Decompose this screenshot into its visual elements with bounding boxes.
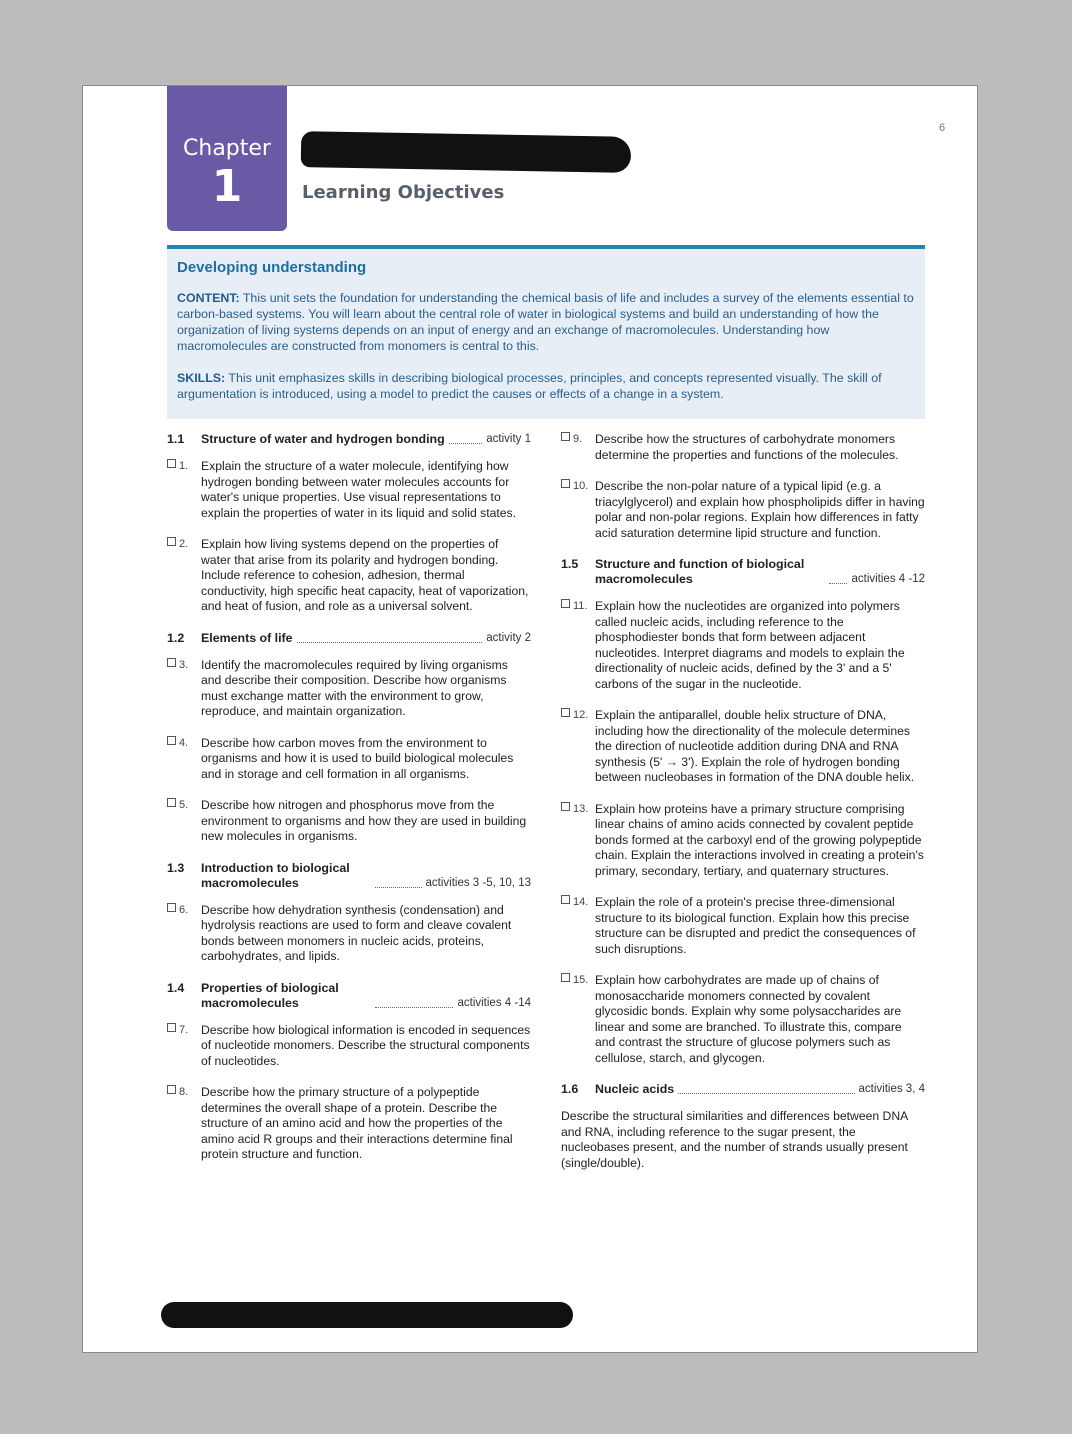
objective-item [167, 1023, 531, 1070]
section-number: 1.1 [167, 432, 185, 446]
objective-text: Describe how the primary structure of a polypeptide determines the overall shape of a protein. Describe the structure of an amino acid and how the properties of the amino acid R groups and their interactions determine final protein structure and function. [201, 1085, 513, 1161]
objective-item [167, 903, 531, 965]
objective-item [167, 537, 531, 615]
objective-text: Describe how the structures of carbohydrate monomers determine the properties and functions of the molecules. [595, 432, 899, 462]
section-title: Structure and function of biological macromolecules [595, 557, 805, 586]
checkbox-icon [561, 432, 570, 441]
section-heading [167, 981, 531, 1011]
checkbox-icon [167, 798, 176, 807]
section-paragraph: Describe the structural similarities and differences between DNA and RNA, including reference to the sugar present, the nucleobases present, and the number of strands usually present (single/double). [561, 1109, 908, 1170]
section-heading [167, 631, 531, 646]
objective-checkbox[interactable]: 11. [561, 599, 595, 692]
checkbox-icon [561, 895, 570, 904]
section-title: Introduction to biological macromolecules [201, 860, 350, 890]
objective-text: Explain how carbohydrates are made up of chains of monosaccharide monomers connected by covalent glycosidic bonds. Explain why some polysaccharides are linear and some are branched. To illustrate this, compare and contrast the structure of glucose polymers such as cellulose, starch, and glycogen. [595, 973, 902, 1065]
checkbox-icon [561, 479, 570, 488]
checkbox-icon [167, 736, 176, 745]
objective-checkbox[interactable]: 10. [561, 479, 595, 541]
checkbox-icon [561, 802, 570, 811]
section-heading [167, 861, 531, 891]
objective-text: Describe how carbon moves from the environment to organisms and how it is used to build biological molecules and in storage and cell formation in all organisms. [201, 735, 514, 781]
section-heading [561, 1082, 925, 1097]
objective-text: Explain how the nucleotides are organized into polymers called nucleic acids, including reference to the phosphodiester bonds that form between adjacent nucleotides. Interpret diagrams and models to explain the directionality of nucleic acids, defined by the 3' and a 5' carbons of the sugar in the nucleotide. [595, 599, 905, 691]
objective-text: Identify the macromolecules required by living organisms and describe their composition. Describe how organisms must exchange matter with the environment to grow, reproduce, and maintain organization. [201, 657, 508, 718]
objective-checkbox[interactable]: 5. [167, 798, 201, 845]
dot-leader [678, 1093, 854, 1094]
developing-understanding-box [167, 249, 925, 419]
skills-paragraph [177, 370, 915, 402]
objective-text: Describe the non-polar nature of a typical lipid (e.g. a triacylglycerol) and explain how phospholipids differ in having polar and non-polar regions. Explain how differences in fatty acid saturation determine lipid structure and function. [595, 479, 925, 540]
objective-checkbox[interactable]: 3. [167, 658, 201, 720]
checkbox-icon [167, 1023, 176, 1032]
skills-label: SKILLS: [177, 371, 226, 385]
section-activity: activity 2 [486, 631, 531, 644]
objective-item [561, 973, 925, 1066]
objective-checkbox[interactable]: 1. [167, 459, 201, 521]
objective-checkbox[interactable]: 12. [561, 708, 595, 786]
section-activity: activities 4 -12 [851, 573, 925, 585]
objective-item [167, 736, 531, 783]
section-activity: activity 1 [486, 433, 531, 445]
dot-leader [449, 443, 483, 444]
objective-checkbox[interactable]: 9. [561, 432, 595, 463]
objective-item [167, 798, 531, 845]
content-paragraph [177, 290, 915, 354]
right-column [561, 432, 925, 1171]
checkbox-icon [561, 973, 570, 982]
checkbox-icon [167, 658, 176, 667]
objective-text: Explain the role of a protein's precise three-dimensional structure to its biological function. Explain how this precise structure can be disrupted and predict the consequences of such disruptions. [595, 895, 916, 956]
section-heading [167, 432, 531, 447]
objective-item [561, 802, 925, 880]
section-number: 1.5 [561, 557, 579, 571]
objective-item [167, 459, 531, 521]
objective-text: Describe how nitrogen and phosphorus move from the environment to organisms and how they are used in building new molecules in organisms. [201, 798, 527, 843]
objective-item [561, 432, 925, 463]
objective-checkbox[interactable]: 14. [561, 895, 595, 957]
content-text: This unit sets the foundation for understanding the chemical basis of life and includes a survey of the elements essential to carbon-based systems. You will learn about the central role of water in biological systems and build an understanding of how the organization of living systems depends on an input of energy and an exchange of macromolecules. Understanding how macromolecules are constructed from monomers is central to this. [177, 291, 914, 353]
checkbox-icon [167, 1085, 176, 1094]
objective-item [561, 479, 925, 541]
checkbox-icon [167, 903, 176, 912]
section-number: 1.2 [167, 630, 185, 645]
objective-checkbox[interactable]: 2. [167, 537, 201, 615]
objective-text: Describe how biological information is encoded in sequences of nucleotide monomers. Describe the structural components of nucleotides. [201, 1022, 531, 1068]
section-number: 1.6 [561, 1082, 579, 1096]
section-activity: activities 3 -5, 10, 13 [425, 876, 531, 889]
objective-text: Explain the structure of a water molecule, identifying how hydrogen bonding between water molecules accounts for water's unique properties. Use visual representations to explain the properties of water in its liquid and solid states. [201, 459, 517, 520]
section-title: Structure of water and hydrogen bonding [201, 432, 445, 446]
dot-leader [829, 583, 847, 584]
section-activity: activities 4 -14 [457, 996, 531, 1009]
checkbox-icon [561, 708, 570, 717]
objective-checkbox[interactable]: 4. [167, 736, 201, 783]
section-number: 1.3 [167, 860, 185, 875]
objective-checkbox[interactable]: 13. [561, 802, 595, 880]
dot-leader [375, 1007, 453, 1008]
objective-text: Explain how proteins have a primary structure comprising linear chains of amino acids connected by covalent peptide bonds formed at the carboxyl end of the growing polypeptide chain. Explain the interactions involved in creating a protein's primary, secondary, tertiary, and quaternary structures. [595, 801, 924, 878]
objective-item [561, 708, 925, 786]
checkbox-icon [167, 537, 176, 546]
objective-text: Explain the antiparallel, double helix structure of DNA, including how the directionality of the molecule determines the direction of nucleotide addition during DNA and RNA synthesis (5' → 3'). Explain the role of hydrogen bonding between nucleobases in formation of the DNA double helix. [595, 708, 915, 784]
objective-text: Describe how dehydration synthesis (condensation) and hydrolysis reactions are used to form and cleave covalent bonds between monomers in nucleic acids, proteins, carbohydrates, and lipids. [201, 902, 512, 963]
objective-item [167, 658, 531, 720]
objective-item [167, 1085, 531, 1163]
section-title: Properties of biological macromolecules [201, 980, 339, 1010]
content-label: CONTENT: [177, 291, 240, 305]
objective-checkbox[interactable]: 7. [167, 1023, 201, 1070]
section-title: Nucleic acids [595, 1082, 675, 1096]
section-activity: activities 3, 4 [858, 1083, 925, 1095]
section-title: Elements of life [201, 630, 293, 645]
chapter-number: 1 [211, 161, 243, 212]
checkbox-icon [561, 599, 570, 608]
page-number: 6 [939, 122, 946, 134]
page-subtitle: Learning Objectives [302, 182, 505, 203]
developing-title: Developing understanding [177, 259, 367, 276]
objective-item [561, 599, 925, 692]
checkbox-icon [167, 459, 176, 468]
skills-text: This unit emphasizes skills in describing biological processes, principles, and concepts represented visually. The skill of argumentation is introduced, using a model to predict the causes or effects of a change in a system. [177, 371, 882, 401]
objective-checkbox[interactable]: 8. [167, 1085, 201, 1163]
section-heading [561, 557, 925, 587]
left-column [167, 432, 531, 1179]
dot-leader [297, 642, 483, 643]
objective-checkbox[interactable]: 15. [561, 973, 595, 1066]
section-number: 1.4 [167, 980, 185, 995]
redacted-title [301, 131, 632, 173]
objective-text: Explain how living systems depend on the properties of water that arise from its polarity and hydrogen bonding. Include reference to cohesion, adhesion, thermal conductivity, high specific heat capacity, heat of vaporization, and heat of fusion, and role as a universal solvent. [201, 537, 529, 613]
objective-checkbox[interactable]: 6. [167, 903, 201, 965]
document-page [82, 85, 978, 1353]
chapter-label: Chapter [183, 136, 271, 161]
objective-item [561, 895, 925, 957]
dot-leader [375, 887, 422, 888]
redacted-footer [161, 1302, 573, 1328]
chapter-badge [167, 86, 287, 231]
